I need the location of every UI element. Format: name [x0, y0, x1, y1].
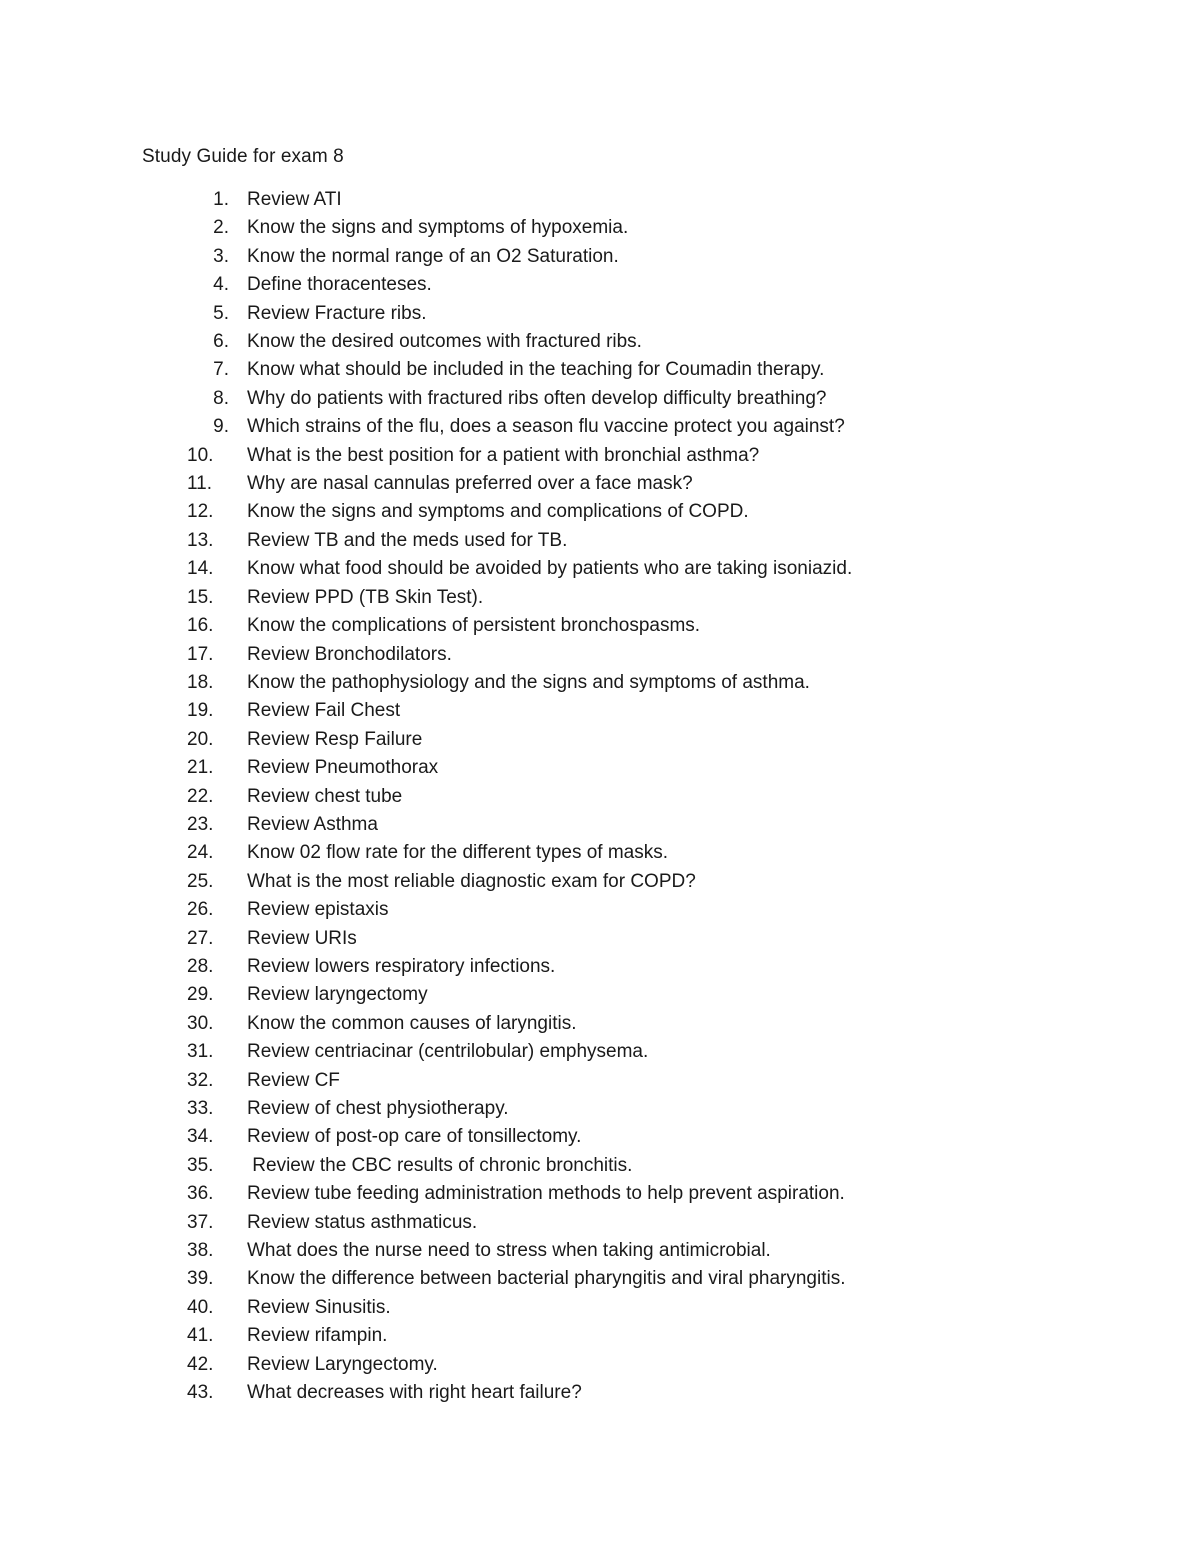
list-item-text: Review chest tube — [247, 785, 403, 807]
list-item-text: Know the complications of persistent bronchospasms. — [247, 615, 701, 637]
list-item-text: Review the CBC results of chronic bronchitis. — [247, 1154, 633, 1176]
list-item-text: What is the most reliable diagnostic exam for COPD? — [247, 870, 696, 892]
list-item-number: 5. — [213, 302, 229, 324]
list-item-text: Know the difference between bacterial pharyngitis and viral pharyngitis. — [247, 1268, 846, 1290]
list-item-text: Know the desired outcomes with fractured ribs. — [247, 331, 642, 353]
list-item-text: Review CF — [247, 1069, 340, 1091]
list-item-text: Review TB and the meds used for TB. — [247, 529, 568, 551]
list-item-number: 40. — [187, 1296, 214, 1318]
list-item-text: Why do patients with fractured ribs often develop difficulty breathing? — [247, 387, 827, 409]
list-item-number: 34. — [187, 1126, 214, 1148]
document-title: Study Guide for exam 8 — [142, 146, 344, 167]
list-item-number: 37. — [187, 1211, 214, 1233]
list-item-number: 12. — [187, 501, 214, 523]
list-item-number: 27. — [187, 927, 214, 949]
list-item-number: 36. — [187, 1183, 214, 1205]
list-item-text: Why are nasal cannulas preferred over a face mask? — [247, 473, 693, 495]
list-item-text: Know what should be included in the teaching for Coumadin therapy. — [247, 359, 825, 381]
list-item-number: 10. — [187, 444, 214, 466]
list-item-text: Review lowers respiratory infections. — [247, 955, 556, 977]
list-item-text: Review tube feeding administration methods to help prevent aspiration. — [247, 1183, 845, 1205]
list-item-number: 8. — [213, 387, 229, 409]
list-item-number: 23. — [187, 813, 214, 835]
list-item-number: 22. — [187, 785, 214, 807]
list-item-text: Know the normal range of an O2 Saturation. — [247, 245, 619, 267]
list-item-number: 16. — [187, 615, 214, 637]
list-item-number: 28. — [187, 955, 214, 977]
list-item-text: Review Asthma — [247, 813, 378, 835]
list-item-text: What decreases with right heart failure? — [247, 1382, 582, 1404]
list-item-text: Review Pneumothorax — [247, 757, 439, 779]
list-item-number: 2. — [213, 217, 229, 239]
list-item-text: Review PPD (TB Skin Test). — [247, 586, 484, 608]
list-item-number: 24. — [187, 842, 214, 864]
list-item-number: 11. — [187, 473, 213, 495]
list-item-number: 3. — [213, 245, 229, 267]
list-item-text: Know the pathophysiology and the signs and symptoms of asthma. — [247, 671, 810, 693]
list-item-number: 33. — [187, 1098, 214, 1119]
list-item-text: Review Resp Failure — [247, 728, 423, 750]
list-item-number: 35. — [187, 1154, 214, 1176]
list-item-number: 39. — [187, 1268, 214, 1290]
list-item-text: Review of chest physiotherapy. — [247, 1098, 509, 1119]
list-item-number: 13. — [187, 529, 214, 551]
list-item-text: Review Sinusitis. — [247, 1296, 391, 1318]
list-item-number: 32. — [187, 1069, 214, 1091]
list-item-text: Know the signs and symptoms of hypoxemia. — [247, 217, 629, 239]
list-item-number: 21. — [187, 757, 214, 779]
list-item-text: Review Laryngectomy. — [247, 1353, 438, 1375]
list-item-number: 29. — [187, 984, 214, 1006]
list-item-text: Define thoracenteses. — [247, 274, 432, 296]
list-item-number: 1. — [213, 189, 229, 210]
list-item-number: 31. — [187, 1041, 214, 1063]
list-item-text: Review URIs — [247, 927, 357, 949]
list-item-number: 43. — [187, 1382, 214, 1404]
list-item-number: 17. — [187, 643, 214, 665]
list-item-text: Review Fracture ribs. — [247, 302, 427, 324]
list-item-text: Review rifampin. — [247, 1325, 388, 1347]
list-item-text: Know the common causes of laryngitis. — [247, 1012, 577, 1034]
list-item-text: Review Bronchodilators. — [247, 643, 452, 665]
list-item-number: 25. — [187, 870, 214, 892]
list-item-text: Know 02 flow rate for the different types of masks. — [247, 842, 669, 864]
list-item-text: Review status asthmaticus. — [247, 1211, 478, 1233]
list-item-text: Review of post-op care of tonsillectomy. — [247, 1126, 582, 1148]
list-item-text: Review epistaxis — [247, 899, 389, 921]
list-item-text: Review Fail Chest — [247, 700, 401, 722]
list-item-number: 18. — [187, 671, 214, 693]
list-item-number: 38. — [187, 1240, 214, 1262]
list-item-number: 4. — [213, 274, 229, 296]
list-item-number: 6. — [213, 331, 229, 353]
list-item-text: Review ATI — [247, 189, 342, 210]
list-item-number: 20. — [187, 728, 214, 750]
list-item-number: 15. — [187, 586, 214, 608]
list-item-number: 14. — [187, 558, 214, 580]
list-item-text: What does the nurse need to stress when taking antimicrobial. — [247, 1240, 771, 1262]
list-item-text: Know what food should be avoided by patients who are taking isoniazid. — [247, 558, 853, 580]
list-item-number: 41. — [187, 1325, 214, 1347]
list-item-text: Review laryngectomy — [247, 984, 428, 1006]
list-item-number: 26. — [187, 899, 214, 921]
list-item-number: 42. — [187, 1353, 214, 1375]
list-item-number: 30. — [187, 1012, 214, 1034]
list-item-text: Know the signs and symptoms and complications of COPD. — [247, 501, 749, 523]
list-item-number: 7. — [213, 359, 229, 381]
list-item-number: 19. — [187, 700, 214, 722]
list-item-number: 9. — [213, 416, 229, 438]
list-item-text: What is the best position for a patient with bronchial asthma? — [247, 444, 760, 466]
list-item-text: Which strains of the flu, does a season flu vaccine protect you against? — [247, 416, 845, 438]
list-item-text: Review centriacinar (centrilobular) emphysema. — [247, 1041, 649, 1063]
